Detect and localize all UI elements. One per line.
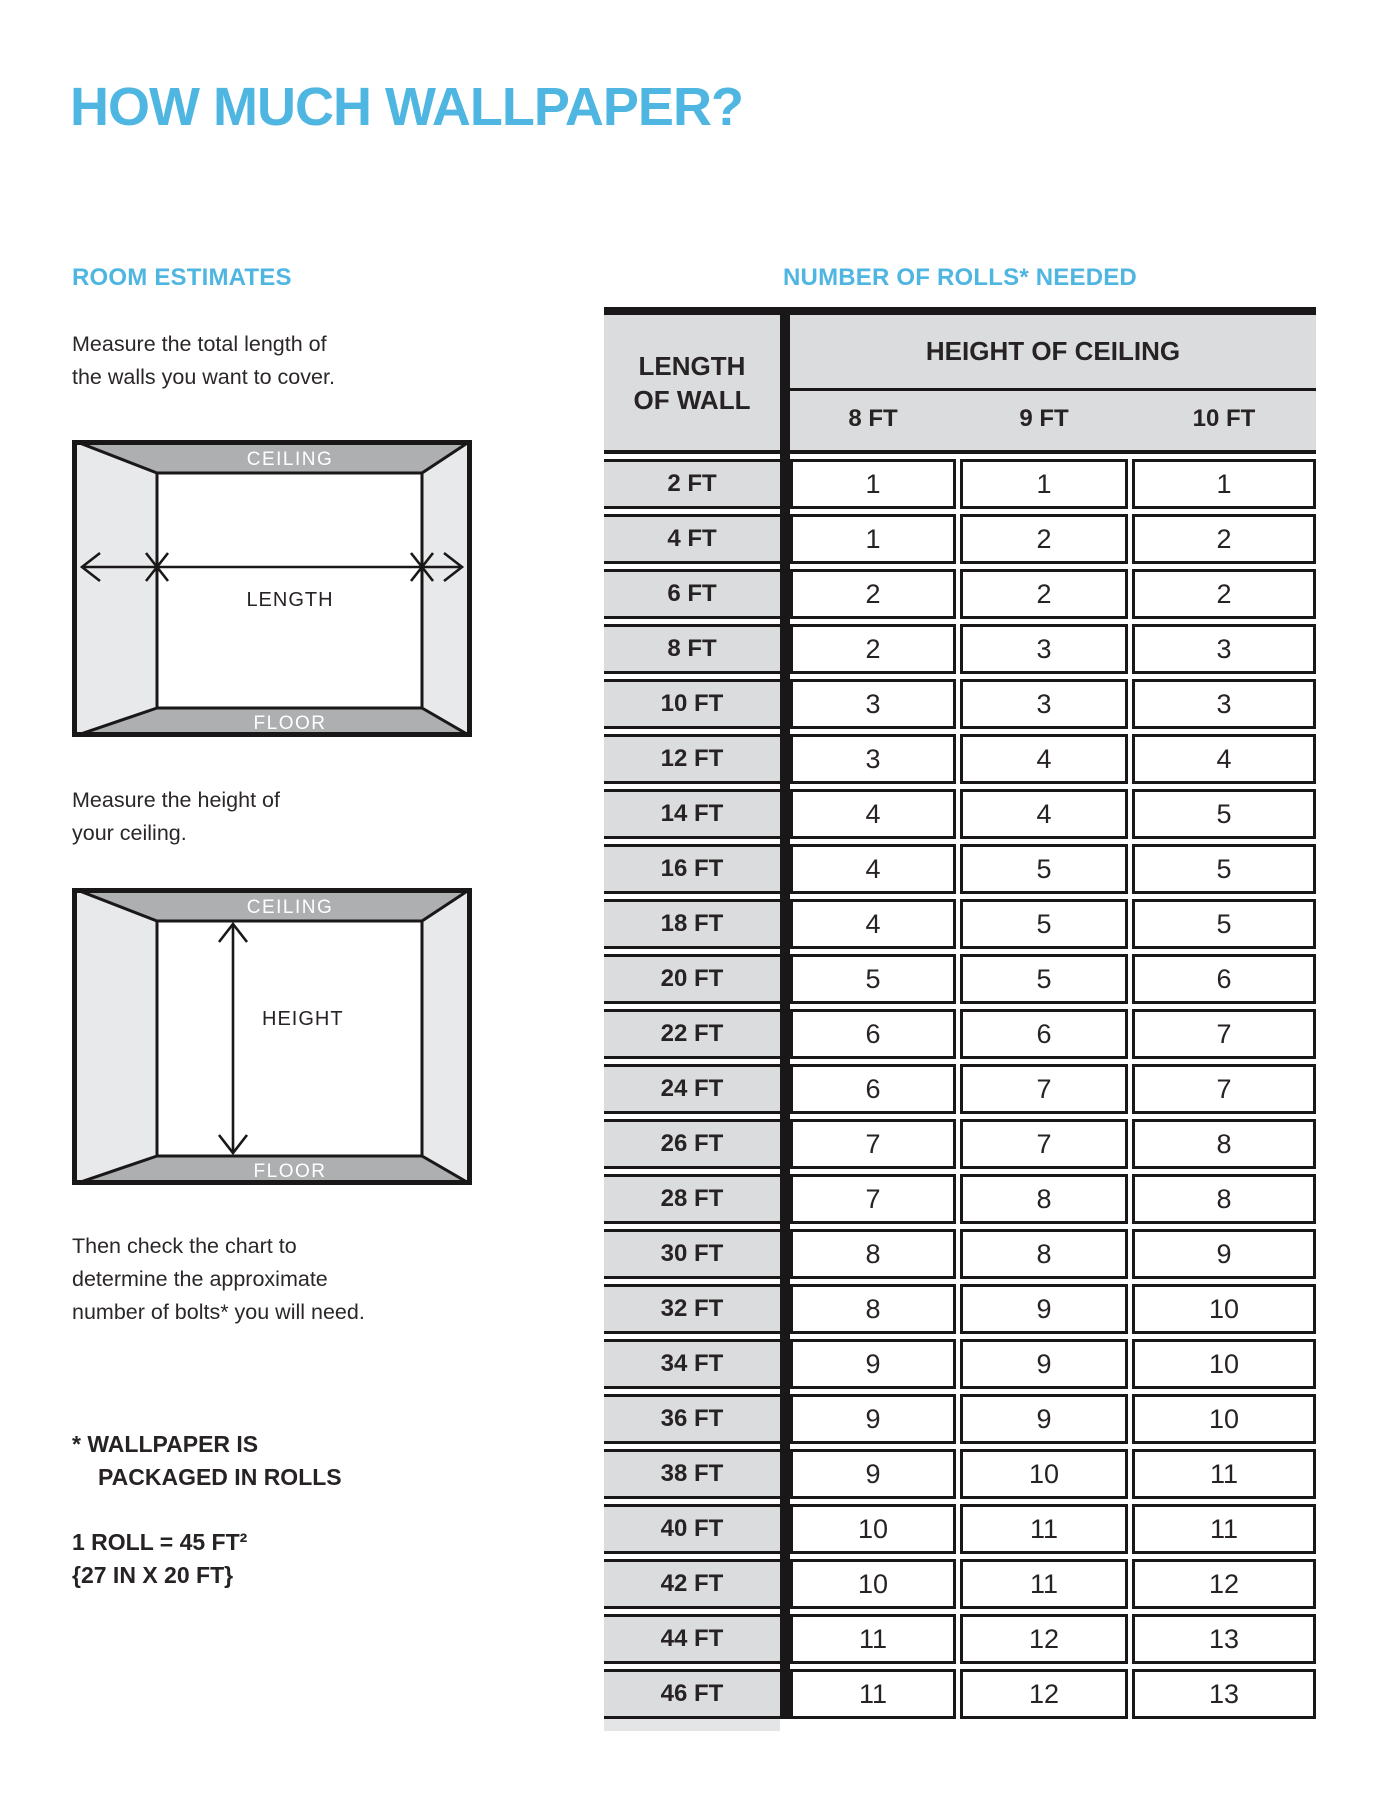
wall-length-cell: 22 FT xyxy=(604,1009,780,1059)
rolls-value-cell: 3 xyxy=(790,679,956,729)
table-row xyxy=(604,954,1316,1004)
wall-length-cell: 2 FT xyxy=(604,459,780,509)
rolls-value-cell: 11 xyxy=(1132,1504,1316,1554)
rolls-value-cell: 7 xyxy=(1132,1009,1316,1059)
rolls-value-cell: 7 xyxy=(790,1174,956,1224)
ceiling-label: CEILING xyxy=(246,449,334,470)
rolls-value-cell: 3 xyxy=(960,679,1128,729)
rolls-value-cell: 6 xyxy=(790,1064,956,1114)
measure-length-paragraph xyxy=(72,328,335,394)
length-dimension-label: LENGTH xyxy=(246,589,334,611)
wall-length-cell: 28 FT xyxy=(604,1174,780,1224)
rolls-value-cell: 11 xyxy=(1132,1449,1316,1499)
wall-length-cell: 18 FT xyxy=(604,899,780,949)
table-row xyxy=(604,1449,1316,1499)
table-row xyxy=(604,459,1316,509)
room-length-diagram xyxy=(72,440,472,737)
rolls-value-cell: 11 xyxy=(960,1559,1128,1609)
rolls-value-cell: 1 xyxy=(790,514,956,564)
table-row xyxy=(604,679,1316,729)
rolls-value-cell: 9 xyxy=(960,1339,1128,1389)
check-chart-paragraph xyxy=(72,1230,365,1329)
check-chart-line2: determine the approximate xyxy=(72,1267,328,1291)
rolls-value-cell: 5 xyxy=(1132,789,1316,839)
length-of-wall-line1: LENGTH xyxy=(638,350,746,381)
rolls-value-cell: 7 xyxy=(1132,1064,1316,1114)
rolls-value-cell: 9 xyxy=(790,1394,956,1444)
column-header-9ft: 9 FT xyxy=(1019,405,1069,432)
rolls-value-cell: 4 xyxy=(960,789,1128,839)
wall-length-cell: 36 FT xyxy=(604,1394,780,1444)
rolls-value-cell: 12 xyxy=(1132,1559,1316,1609)
column-header-8ft: 8 FT xyxy=(848,405,898,432)
rolls-value-cell: 2 xyxy=(1132,569,1316,619)
wall-length-cell: 20 FT xyxy=(604,954,780,1004)
rolls-value-cell: 3 xyxy=(790,734,956,784)
rolls-value-cell: 5 xyxy=(790,954,956,1004)
rolls-value-cell: 8 xyxy=(960,1229,1128,1279)
wall-length-cell: 24 FT xyxy=(604,1064,780,1114)
table-row xyxy=(604,624,1316,674)
wall-length-cell: 38 FT xyxy=(604,1449,780,1499)
table-vertical-divider xyxy=(780,307,790,1719)
table-row xyxy=(604,1339,1316,1389)
height-of-ceiling-header: HEIGHT OF CEILING xyxy=(790,315,1316,391)
table-row xyxy=(604,844,1316,894)
table-row xyxy=(604,1394,1316,1444)
table-row xyxy=(604,1504,1316,1554)
table-top-border xyxy=(604,307,1316,315)
table-row xyxy=(604,1009,1316,1059)
check-chart-line1: Then check the chart to xyxy=(72,1234,297,1258)
rolls-value-cell: 2 xyxy=(1132,514,1316,564)
wall-length-cell: 6 FT xyxy=(604,569,780,619)
table-row xyxy=(604,1614,1316,1664)
table-row xyxy=(604,734,1316,784)
rolls-value-cell: 11 xyxy=(790,1669,956,1719)
back-wall xyxy=(157,921,422,1156)
rolls-value-cell: 4 xyxy=(790,899,956,949)
rolls-value-cell: 13 xyxy=(1132,1669,1316,1719)
rolls-value-cell: 1 xyxy=(790,459,956,509)
rolls-value-cell: 8 xyxy=(1132,1174,1316,1224)
wall-length-cell: 46 FT xyxy=(604,1669,780,1719)
rolls-value-cell: 8 xyxy=(790,1229,956,1279)
roll-size-info xyxy=(72,1526,247,1592)
rolls-value-cell: 7 xyxy=(960,1064,1128,1114)
length-of-wall-line2: OF WALL xyxy=(633,384,751,415)
ceiling-height-column-headers xyxy=(790,391,1316,447)
length-of-wall-header xyxy=(604,315,780,450)
rolls-value-cell: 5 xyxy=(960,954,1128,1004)
table-row xyxy=(604,1284,1316,1334)
rolls-value-cell: 4 xyxy=(1132,734,1316,784)
rolls-value-cell: 3 xyxy=(1132,679,1316,729)
table-row xyxy=(604,1064,1316,1114)
right-wall xyxy=(422,440,472,737)
wall-length-cell: 44 FT xyxy=(604,1614,780,1664)
measure-height-paragraph xyxy=(72,784,280,850)
page-title: HOW MUCH WALLPAPER? xyxy=(70,77,743,137)
wall-length-cell: 40 FT xyxy=(604,1504,780,1554)
ceiling-label: CEILING xyxy=(246,897,334,918)
footnote-line1: * WALLPAPER IS xyxy=(72,1431,259,1457)
rolls-value-cell: 11 xyxy=(790,1614,956,1664)
rolls-value-cell: 2 xyxy=(790,569,956,619)
rolls-value-cell: 9 xyxy=(790,1339,956,1389)
rolls-value-cell: 13 xyxy=(1132,1614,1316,1664)
rolls-value-cell: 9 xyxy=(790,1449,956,1499)
rolls-value-cell: 4 xyxy=(960,734,1128,784)
wall-length-cell: 10 FT xyxy=(604,679,780,729)
rolls-value-cell: 5 xyxy=(960,844,1128,894)
rolls-needed-heading: NUMBER OF ROLLS* NEEDED xyxy=(783,264,1137,291)
rolls-value-cell: 10 xyxy=(960,1449,1128,1499)
rolls-value-cell: 6 xyxy=(960,1009,1128,1059)
right-wall xyxy=(422,888,472,1185)
rolls-value-cell: 9 xyxy=(1132,1229,1316,1279)
table-row xyxy=(604,514,1316,564)
rolls-value-cell: 4 xyxy=(790,844,956,894)
rolls-value-cell: 3 xyxy=(1132,624,1316,674)
table-row xyxy=(604,1669,1316,1719)
check-chart-line3: number of bolts* you will need. xyxy=(72,1300,365,1324)
wall-length-cell: 4 FT xyxy=(604,514,780,564)
room-estimates-heading: ROOM ESTIMATES xyxy=(72,264,292,291)
rolls-value-cell: 2 xyxy=(960,569,1128,619)
table-row xyxy=(604,1559,1316,1609)
table-body xyxy=(604,459,1316,1724)
measure-length-line1: Measure the total length of xyxy=(72,332,327,356)
rolls-value-cell: 12 xyxy=(960,1614,1128,1664)
rolls-value-cell: 10 xyxy=(1132,1339,1316,1389)
rolls-value-cell: 6 xyxy=(790,1009,956,1059)
rolls-value-cell: 11 xyxy=(960,1504,1128,1554)
table-row xyxy=(604,1119,1316,1169)
rolls-value-cell: 8 xyxy=(1132,1119,1316,1169)
wall-length-cell: 42 FT xyxy=(604,1559,780,1609)
rolls-value-cell: 5 xyxy=(1132,899,1316,949)
table-row xyxy=(604,1174,1316,1224)
rolls-value-cell: 9 xyxy=(960,1284,1128,1334)
rolls-value-cell: 10 xyxy=(1132,1284,1316,1334)
measure-height-line2: your ceiling. xyxy=(72,821,187,845)
table-row xyxy=(604,1229,1316,1279)
measure-height-line1: Measure the height of xyxy=(72,788,280,812)
left-wall xyxy=(72,888,157,1185)
rolls-value-cell: 10 xyxy=(790,1559,956,1609)
wall-length-cell: 32 FT xyxy=(604,1284,780,1334)
measure-length-line2: the walls you want to cover. xyxy=(72,365,335,389)
wall-length-cell: 8 FT xyxy=(604,624,780,674)
rolls-value-cell: 4 xyxy=(790,789,956,839)
table-row xyxy=(604,569,1316,619)
table-bottom-strip xyxy=(604,1719,780,1731)
height-dimension-label: HEIGHT xyxy=(262,1008,344,1030)
rolls-value-cell: 2 xyxy=(790,624,956,674)
rolls-value-cell: 2 xyxy=(960,514,1128,564)
floor-label: FLOOR xyxy=(253,713,327,734)
rolls-value-cell: 7 xyxy=(960,1119,1128,1169)
wall-length-cell: 34 FT xyxy=(604,1339,780,1389)
rolls-value-cell: 8 xyxy=(960,1174,1128,1224)
footnote-line2: PACKAGED IN ROLLS xyxy=(98,1464,342,1490)
rolls-value-cell: 1 xyxy=(960,459,1128,509)
column-header-10ft: 10 FT xyxy=(1192,405,1256,432)
rolls-value-cell: 1 xyxy=(1132,459,1316,509)
rolls-value-cell: 9 xyxy=(960,1394,1128,1444)
rolls-value-cell: 6 xyxy=(1132,954,1316,1004)
wall-length-cell: 30 FT xyxy=(604,1229,780,1279)
rolls-value-cell: 10 xyxy=(1132,1394,1316,1444)
rolls-value-cell: 5 xyxy=(1132,844,1316,894)
wall-length-cell: 26 FT xyxy=(604,1119,780,1169)
wall-length-cell: 12 FT xyxy=(604,734,780,784)
wallpaper-footnote xyxy=(72,1428,342,1494)
table-row xyxy=(604,789,1316,839)
roll-size-line1: 1 ROLL = 45 FT² xyxy=(72,1529,248,1555)
wall-length-cell: 16 FT xyxy=(604,844,780,894)
height-of-ceiling-header-block xyxy=(790,315,1316,450)
rolls-value-cell: 12 xyxy=(960,1669,1128,1719)
rolls-value-cell: 3 xyxy=(960,624,1128,674)
table-header-underline xyxy=(604,450,1316,454)
room-height-diagram xyxy=(72,888,472,1185)
roll-size-line2: {27 IN X 20 FT} xyxy=(72,1562,234,1588)
left-wall xyxy=(72,440,157,737)
rolls-value-cell: 5 xyxy=(960,899,1128,949)
rolls-value-cell: 8 xyxy=(790,1284,956,1334)
wall-length-cell: 14 FT xyxy=(604,789,780,839)
rolls-value-cell: 7 xyxy=(790,1119,956,1169)
rolls-value-cell: 10 xyxy=(790,1504,956,1554)
floor-label: FLOOR xyxy=(253,1161,327,1182)
table-row xyxy=(604,899,1316,949)
